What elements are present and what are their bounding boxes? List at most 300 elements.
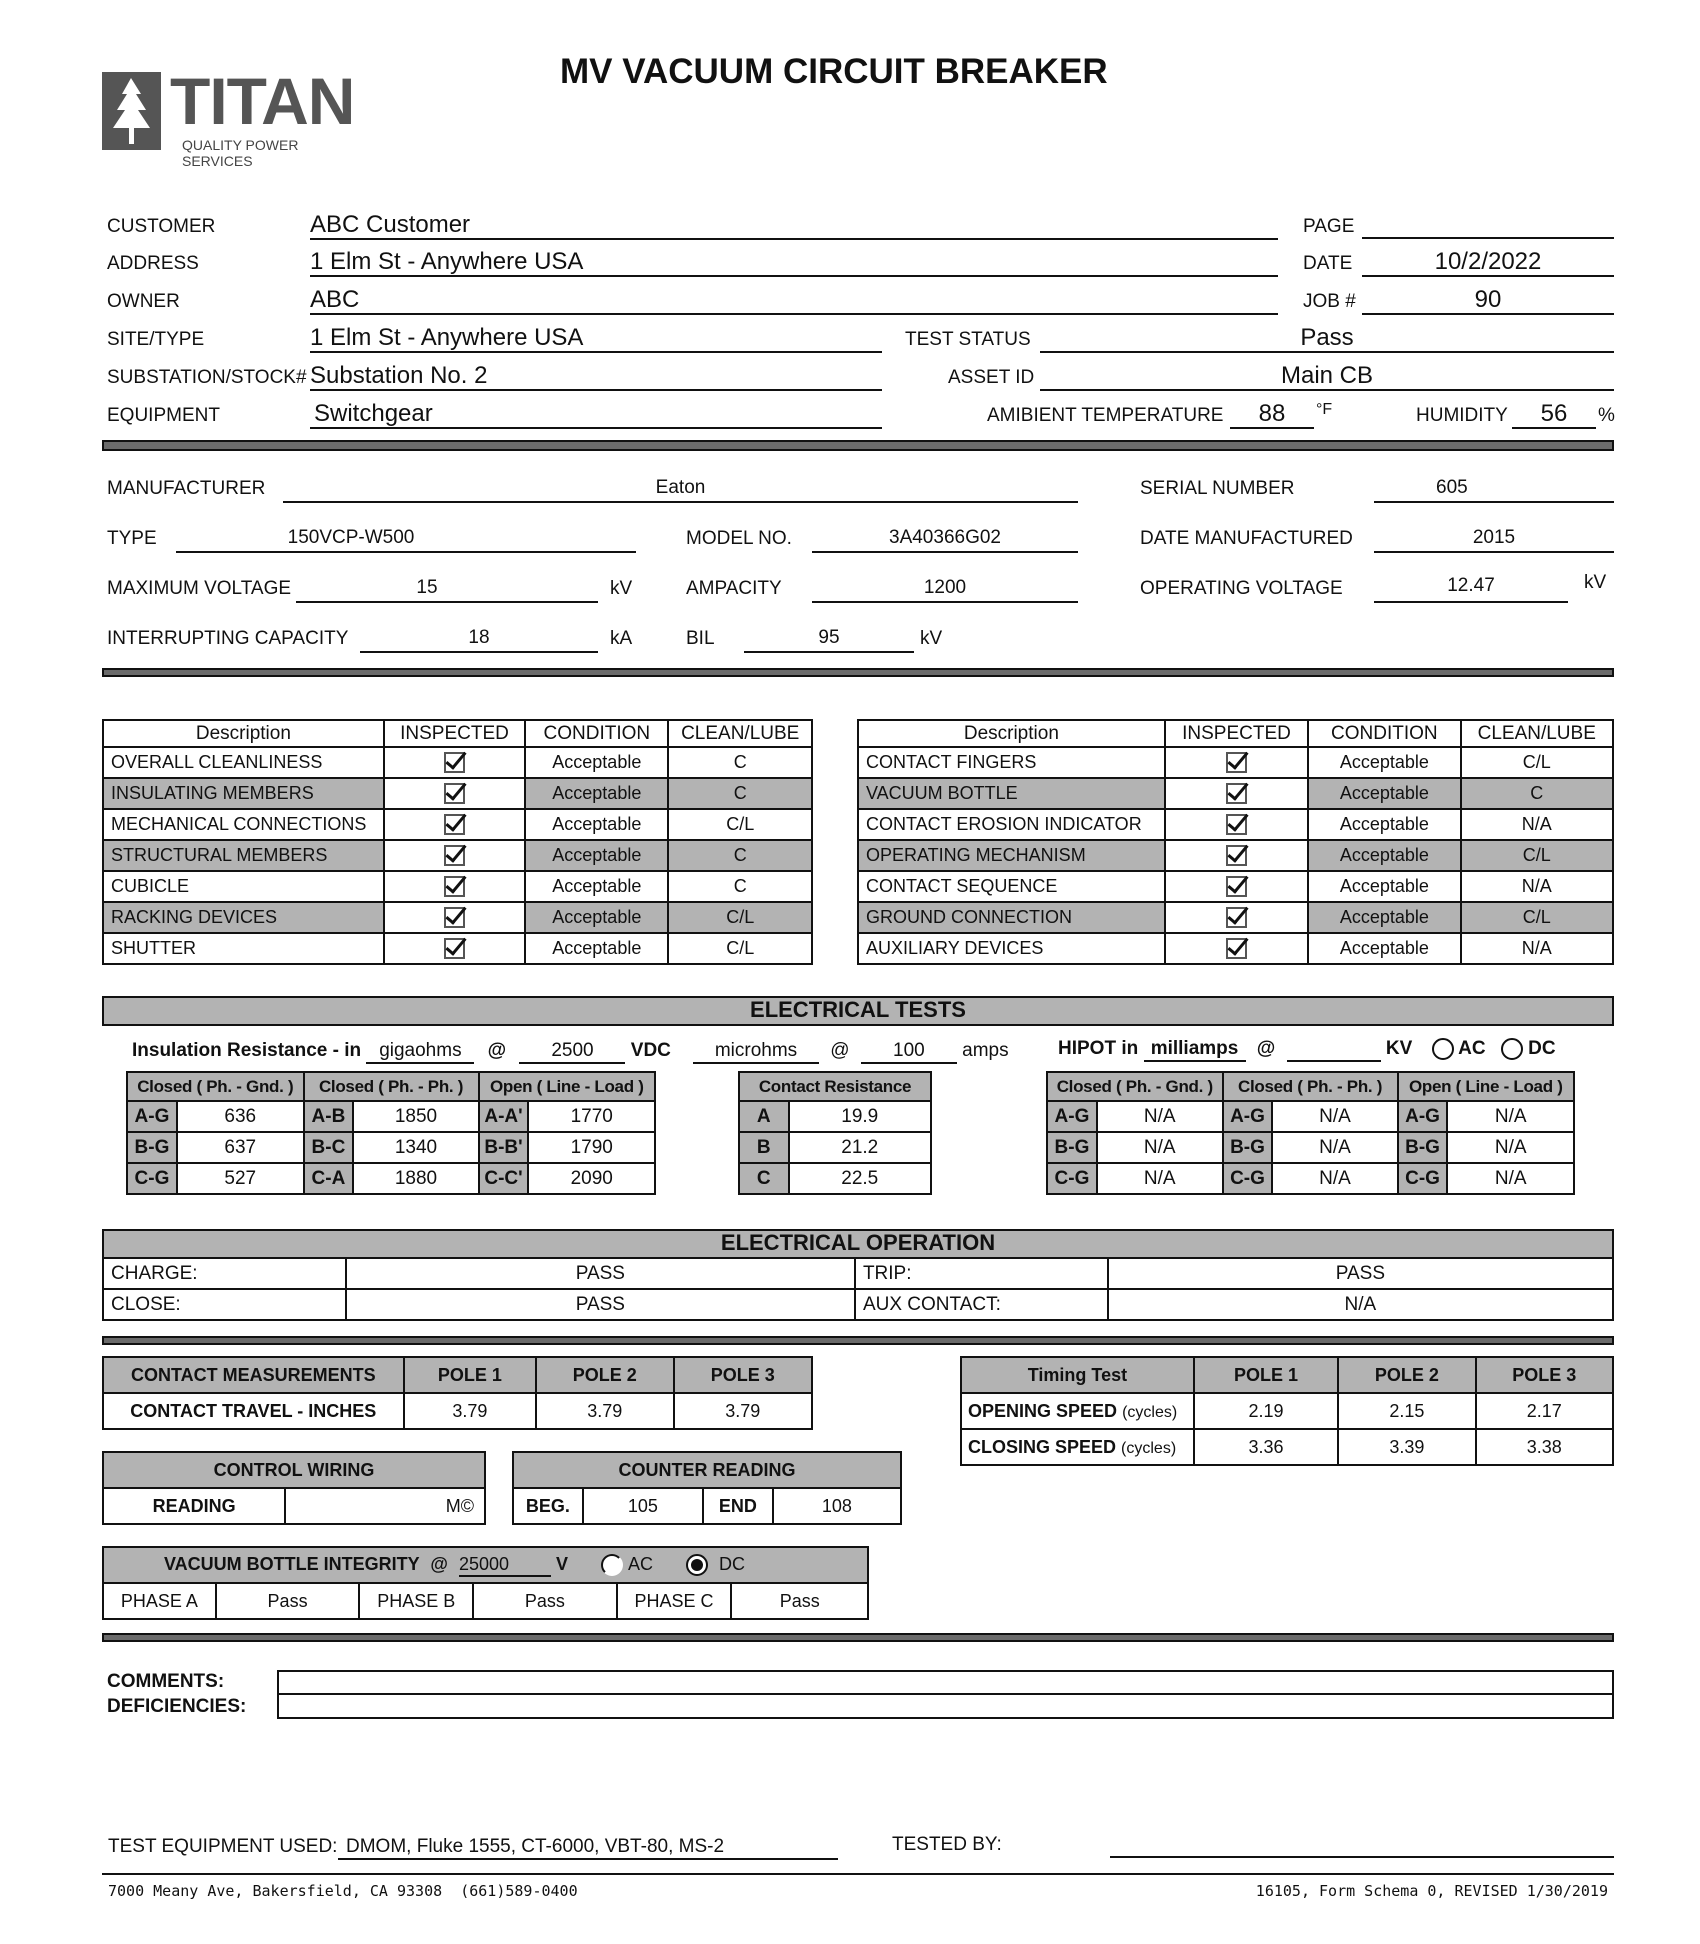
closing-speed-unit: (cycles) — [1121, 1439, 1177, 1457]
phase-label: A-G — [1047, 1101, 1097, 1132]
phase-b-label: PHASE B — [359, 1583, 473, 1619]
model-label: MODEL NO. — [686, 528, 792, 549]
section-divider — [102, 668, 1614, 677]
cr-at: @ — [830, 1040, 850, 1061]
col-clean-lube: CLEAN/LUBE — [1461, 720, 1614, 747]
vacuum-bottle-table — [102, 1546, 869, 1620]
measurement-value[interactable]: 2090 — [528, 1163, 655, 1194]
tested-by-field[interactable] — [1110, 1834, 1614, 1858]
hipot-dc-label: DC — [1528, 1038, 1556, 1060]
page-title: MV VACUUM CIRCUIT BREAKER — [560, 52, 1108, 91]
inspected-checkbox[interactable] — [1226, 938, 1247, 959]
substation-label: SUBSTATION/STOCK# — [107, 367, 307, 388]
address-label: ADDRESS — [107, 253, 199, 274]
inspection-row — [858, 871, 1613, 902]
logo-brand: TITAN — [170, 64, 355, 138]
hipot-kv[interactable] — [1287, 1040, 1381, 1062]
inspected-checkbox[interactable] — [1226, 876, 1247, 897]
max-voltage-label: MAXIMUM VOLTAGE — [107, 578, 292, 599]
phase-label: A-G — [127, 1101, 177, 1132]
clean-lube-value[interactable]: C/L — [668, 809, 812, 840]
inspected-cell — [1165, 902, 1308, 933]
reading-unit[interactable]: M© — [285, 1488, 485, 1524]
inspection-row — [858, 840, 1613, 871]
opening-speed-pole3[interactable]: 2.17 — [1476, 1393, 1613, 1429]
operating-voltage-label: OPERATING VOLTAGE — [1140, 578, 1343, 599]
section-divider — [102, 440, 1614, 451]
cr-col-header: Contact Resistance — [739, 1072, 931, 1101]
closing-speed-label: CLOSING SPEED — [968, 1436, 1117, 1457]
table-row — [739, 1132, 931, 1163]
table-row — [1047, 1163, 1574, 1194]
inspection-row — [103, 747, 812, 778]
close-label: CLOSE: — [103, 1289, 346, 1320]
clean-lube-value[interactable]: C/L — [668, 933, 812, 964]
condition-value[interactable]: Acceptable — [1308, 840, 1460, 871]
phase-label: B-C — [304, 1132, 354, 1163]
inspected-checkbox[interactable] — [444, 783, 465, 804]
measurement-value[interactable]: 636 — [177, 1101, 304, 1132]
ir-unit[interactable]: gigaohms — [366, 1040, 474, 1064]
phase-label: A — [739, 1101, 789, 1132]
section-divider — [102, 1336, 1614, 1345]
clean-lube-value[interactable]: C — [1461, 778, 1614, 809]
site-label: SITE/TYPE — [107, 329, 205, 350]
inspection-item: MECHANICAL CONNECTIONS — [103, 809, 384, 840]
clean-lube-value[interactable]: C/L — [668, 902, 812, 933]
condition-value[interactable]: Acceptable — [525, 778, 668, 809]
inspection-row — [103, 902, 812, 933]
phase-label: A-B — [304, 1101, 354, 1132]
interrupting-capacity-field[interactable]: 18 — [360, 627, 598, 653]
ir-col-line-load: Open ( Line - Load ) — [479, 1072, 655, 1101]
clean-lube-value[interactable]: C — [668, 778, 812, 809]
cm-col-title: CONTACT MEASUREMENTS — [103, 1357, 404, 1393]
control-wiring-header: CONTROL WIRING — [103, 1452, 485, 1488]
condition-value[interactable]: Acceptable — [525, 871, 668, 902]
inspection-item: AUXILIARY DEVICES — [858, 933, 1165, 964]
aux-contact-value[interactable]: N/A — [1108, 1289, 1613, 1320]
inspection-table-right — [857, 719, 1614, 965]
max-voltage-field[interactable]: 15 — [296, 577, 598, 603]
table-row — [1047, 1101, 1574, 1132]
hipot-label: HIPOT in — [1058, 1038, 1139, 1060]
footer-rule — [102, 1873, 1614, 1875]
inspection-item: SHUTTER — [103, 933, 384, 964]
inspected-checkbox[interactable] — [444, 876, 465, 897]
inspected-checkbox[interactable] — [444, 938, 465, 959]
vacuum-ac-radio[interactable] — [601, 1554, 623, 1576]
vacuum-dc-label: DC — [719, 1553, 746, 1574]
asset-id-label: ASSET ID — [948, 367, 1035, 388]
owner-field[interactable]: ABC — [310, 287, 1278, 315]
cm-col-pole1: POLE 1 — [404, 1357, 536, 1393]
phase-label: B-G — [127, 1132, 177, 1163]
date-field[interactable]: 10/2/2022 — [1362, 249, 1614, 277]
phase-label: B-G — [1398, 1132, 1448, 1163]
electrical-operation-header: ELECTRICAL OPERATION — [102, 1229, 1614, 1259]
measurement-value[interactable]: 22.5 — [789, 1163, 932, 1194]
tree-icon — [102, 72, 161, 150]
bil-label: BIL — [686, 628, 715, 649]
charge-value[interactable]: PASS — [346, 1258, 855, 1289]
clean-lube-value[interactable]: N/A — [1461, 871, 1614, 902]
counter-end-label: END — [703, 1488, 773, 1524]
table-row — [127, 1101, 655, 1132]
phase-a-label: PHASE A — [103, 1583, 216, 1619]
inspection-item: OVERALL CLEANLINESS — [103, 747, 384, 778]
condition-value[interactable]: Acceptable — [1308, 902, 1460, 933]
closing-speed-cell — [961, 1429, 1194, 1465]
inspection-item: STRUCTURAL MEMBERS — [103, 840, 384, 871]
table-row — [127, 1132, 655, 1163]
serial-number-label: SERIAL NUMBER — [1140, 478, 1295, 499]
inspection-row — [103, 809, 812, 840]
condition-value[interactable]: Acceptable — [1308, 747, 1460, 778]
timing-col-title: Timing Test — [961, 1357, 1194, 1393]
hp-col-ph-gnd: Closed ( Ph. - Gnd. ) — [1047, 1072, 1223, 1101]
measurement-value[interactable]: N/A — [1447, 1132, 1574, 1163]
inspected-checkbox[interactable] — [1226, 907, 1247, 928]
inspection-row — [103, 840, 812, 871]
closing-speed-pole2[interactable]: 3.39 — [1338, 1429, 1475, 1465]
inspected-cell — [384, 840, 525, 871]
control-wiring-table — [102, 1451, 486, 1525]
bil-field[interactable]: 95 — [744, 627, 914, 653]
phase-label: C-A — [304, 1163, 354, 1194]
measurement-value[interactable]: N/A — [1447, 1163, 1574, 1194]
measurement-value[interactable]: N/A — [1272, 1163, 1397, 1194]
condition-value[interactable]: Acceptable — [1308, 871, 1460, 902]
inspection-table-left — [102, 719, 813, 965]
phase-label: C-G — [1223, 1163, 1273, 1194]
temperature-label: AMIBIENT TEMPERATURE — [987, 405, 1224, 426]
test-status-label: TEST STATUS — [905, 329, 1031, 350]
owner-label: OWNER — [107, 291, 180, 312]
humidity-label: HUMIDITY — [1416, 405, 1508, 426]
hipot-unit[interactable]: milliamps — [1144, 1038, 1246, 1062]
type-label: TYPE — [107, 528, 157, 549]
trip-value[interactable]: PASS — [1108, 1258, 1613, 1289]
inspection-item: CONTACT EROSION INDICATOR — [858, 809, 1165, 840]
phase-label: B-G — [1223, 1132, 1273, 1163]
company-logo — [102, 64, 362, 169]
condition-value[interactable]: Acceptable — [525, 933, 668, 964]
phase-b-value[interactable]: Pass — [473, 1583, 616, 1619]
timing-col-pole3: POLE 3 — [1476, 1357, 1613, 1393]
test-equipment-field[interactable]: DMOM, Fluke 1555, CT-6000, VBT-80, MS-2 — [338, 1836, 838, 1860]
interrupting-capacity-label: INTERRUPTING CAPACITY — [107, 628, 349, 649]
measurement-value[interactable]: 1340 — [353, 1132, 478, 1163]
logo-tagline: QUALITY POWER SERVICES — [182, 137, 299, 169]
closing-speed-pole3[interactable]: 3.38 — [1476, 1429, 1613, 1465]
ir-label: Insulation Resistance - in — [132, 1040, 362, 1061]
clean-lube-value[interactable]: C/L — [1461, 840, 1614, 871]
phase-a-value[interactable]: Pass — [216, 1583, 359, 1619]
test-equipment-label: TEST EQUIPMENT USED: — [108, 1836, 338, 1857]
hipot-ac-label: AC — [1458, 1038, 1486, 1060]
humidity-unit: % — [1598, 405, 1615, 426]
phase-label: C — [739, 1163, 789, 1194]
inspected-checkbox[interactable] — [1226, 752, 1247, 773]
cr-unit[interactable]: microhms — [693, 1040, 819, 1064]
inspected-cell — [1165, 809, 1308, 840]
phase-label: C-G — [1047, 1163, 1097, 1194]
vacuum-ac-label: AC — [628, 1553, 654, 1574]
test-status-field[interactable]: Pass — [1040, 325, 1614, 353]
section-divider — [102, 1633, 1614, 1642]
vacuum-bottle-header — [103, 1547, 868, 1583]
inspection-item: RACKING DEVICES — [103, 902, 384, 933]
inspected-checkbox[interactable] — [444, 814, 465, 835]
col-clean-lube: CLEAN/LUBE — [668, 720, 812, 747]
cm-col-pole2: POLE 2 — [536, 1357, 673, 1393]
ampacity-label: AMPACITY — [686, 578, 782, 599]
humidity-field[interactable]: 56 — [1512, 401, 1596, 429]
comments-field[interactable] — [277, 1670, 1614, 1695]
inspection-row — [103, 778, 812, 809]
reading-label: READING — [103, 1488, 285, 1524]
contact-travel-pole1[interactable]: 3.79 — [404, 1393, 536, 1429]
hipot-at: @ — [1256, 1038, 1276, 1060]
serial-number-field[interactable]: 605 — [1374, 477, 1614, 503]
vacuum-voltage[interactable]: 25000 — [459, 1554, 551, 1577]
measurement-value[interactable]: 1770 — [528, 1101, 655, 1132]
phase-label: B-B' — [479, 1132, 529, 1163]
vacuum-dc-radio[interactable] — [686, 1554, 708, 1576]
hipot-dc-radio[interactable] — [1501, 1038, 1523, 1060]
inspection-row — [858, 933, 1613, 964]
inspected-cell — [1165, 778, 1308, 809]
phase-label: C-G — [1398, 1163, 1448, 1194]
inspection-item: CUBICLE — [103, 871, 384, 902]
phase-label: C-G — [127, 1163, 177, 1194]
measurement-value[interactable]: 1880 — [353, 1163, 478, 1194]
ampacity-field[interactable]: 1200 — [812, 577, 1078, 603]
measurement-value[interactable]: N/A — [1097, 1101, 1223, 1132]
date-manufactured-label: DATE MANUFACTURED — [1140, 528, 1353, 549]
inspected-checkbox[interactable] — [444, 907, 465, 928]
inspected-cell — [384, 778, 525, 809]
bil-unit: kV — [920, 628, 943, 649]
phase-label: A-G — [1398, 1101, 1448, 1132]
col-inspected: INSPECTED — [1165, 720, 1308, 747]
counter-reading-header: COUNTER READING — [513, 1452, 901, 1488]
ir-at: @ — [487, 1040, 507, 1061]
interrupting-capacity-unit: kA — [610, 628, 633, 649]
opening-speed-cell — [961, 1393, 1194, 1429]
hipot-table — [1046, 1071, 1575, 1195]
counter-reading-table — [512, 1451, 902, 1525]
inspection-row — [858, 747, 1613, 778]
inspection-item: OPERATING MECHANISM — [858, 840, 1165, 871]
deficiencies-label: DEFICIENCIES: — [107, 1696, 247, 1717]
timing-test-table — [960, 1356, 1614, 1466]
site-field[interactable]: 1 Elm St - Anywhere USA — [310, 325, 882, 353]
cm-col-pole3: POLE 3 — [674, 1357, 812, 1393]
timing-col-pole1: POLE 1 — [1194, 1357, 1338, 1393]
hipot-ac-radio[interactable] — [1432, 1038, 1454, 1060]
clean-lube-value[interactable]: N/A — [1461, 809, 1614, 840]
close-value[interactable]: PASS — [346, 1289, 855, 1320]
condition-value[interactable]: Acceptable — [1308, 933, 1460, 964]
condition-value[interactable]: Acceptable — [1308, 809, 1460, 840]
ir-col-ph-ph: Closed ( Ph. - Ph. ) — [304, 1072, 479, 1101]
footer-form-id: 16105, Form Schema 0, REVISED 1/30/2019 — [1255, 1882, 1608, 1900]
contact-measurements-table — [102, 1356, 813, 1430]
vacuum-at: @ — [430, 1553, 448, 1574]
hipot-kv-unit: KV — [1385, 1038, 1413, 1060]
contact-resistance-table — [738, 1071, 932, 1195]
phase-label: C-C' — [479, 1163, 529, 1194]
measurement-value[interactable]: 19.9 — [789, 1101, 932, 1132]
date-manufactured-field[interactable]: 2015 — [1374, 527, 1614, 553]
cr-amps[interactable]: 100 — [861, 1040, 957, 1064]
col-inspected: INSPECTED — [384, 720, 525, 747]
clean-lube-value[interactable]: N/A — [1461, 933, 1614, 964]
measurement-value[interactable]: N/A — [1097, 1132, 1223, 1163]
condition-value[interactable]: Acceptable — [525, 840, 668, 871]
equipment-field[interactable]: Switchgear — [310, 401, 882, 429]
vacuum-voltage-unit: V — [555, 1553, 568, 1574]
date-label: DATE — [1303, 253, 1353, 274]
cr-amps-unit: amps — [962, 1040, 1009, 1061]
col-description: Description — [103, 720, 384, 747]
hp-col-line-load: Open ( Line - Load ) — [1398, 1072, 1574, 1101]
inspected-checkbox[interactable] — [444, 752, 465, 773]
clean-lube-value[interactable]: C — [668, 747, 812, 778]
inspection-item: GROUND CONNECTION — [858, 902, 1165, 933]
deficiencies-field[interactable] — [277, 1693, 1614, 1719]
inspected-cell — [384, 871, 525, 902]
phase-label: B-G — [1047, 1132, 1097, 1163]
manufacturer-label: MANUFACTURER — [107, 478, 266, 499]
inspection-row — [858, 778, 1613, 809]
measurement-value[interactable]: 527 — [177, 1163, 304, 1194]
electrical-operation-table — [102, 1257, 1614, 1321]
opening-speed-pole1[interactable]: 2.19 — [1194, 1393, 1338, 1429]
table-row — [739, 1101, 931, 1132]
asset-id-field[interactable]: Main CB — [1040, 363, 1614, 391]
measurement-value[interactable]: N/A — [1447, 1101, 1574, 1132]
operating-voltage-unit: kV — [1584, 572, 1607, 593]
phase-label: A-G — [1223, 1101, 1273, 1132]
page-field[interactable] — [1362, 212, 1614, 239]
substation-field[interactable]: Substation No. 2 — [310, 363, 882, 391]
insulation-resistance-table — [126, 1071, 656, 1195]
contact-travel-pole2[interactable]: 3.79 — [536, 1393, 673, 1429]
job-label: JOB # — [1303, 291, 1356, 312]
model-field[interactable]: 3A40366G02 — [812, 527, 1078, 553]
job-field[interactable]: 90 — [1362, 287, 1614, 315]
measurement-value[interactable]: 1790 — [528, 1132, 655, 1163]
opening-speed-unit: (cycles) — [1122, 1403, 1178, 1421]
equipment-label: EQUIPMENT — [107, 405, 220, 426]
inspected-checkbox[interactable] — [1226, 783, 1247, 804]
inspected-cell — [1165, 871, 1308, 902]
closing-speed-pole1[interactable]: 3.36 — [1194, 1429, 1338, 1465]
charge-label: CHARGE: — [103, 1258, 346, 1289]
inspected-checkbox[interactable] — [1226, 814, 1247, 835]
condition-value[interactable]: Acceptable — [525, 809, 668, 840]
operating-voltage-field[interactable]: 12.47 — [1374, 575, 1568, 603]
inspected-cell — [384, 933, 525, 964]
condition-value[interactable]: Acceptable — [1308, 778, 1460, 809]
table-row — [127, 1163, 655, 1194]
address-field[interactable]: 1 Elm St - Anywhere USA — [310, 249, 1278, 277]
inspected-cell — [384, 809, 525, 840]
tested-by-label: TESTED BY: — [892, 1834, 1002, 1855]
phase-label: B — [739, 1132, 789, 1163]
inspection-row — [858, 809, 1613, 840]
phase-label: A-A' — [479, 1101, 529, 1132]
trip-label: TRIP: — [855, 1258, 1108, 1289]
measurement-value[interactable]: N/A — [1097, 1163, 1223, 1194]
col-condition: CONDITION — [1308, 720, 1460, 747]
measurement-value[interactable]: 21.2 — [789, 1132, 932, 1163]
opening-speed-label: OPENING SPEED — [968, 1400, 1118, 1421]
inspected-cell — [1165, 840, 1308, 871]
measurement-value[interactable]: N/A — [1272, 1101, 1397, 1132]
counter-end-value[interactable]: 108 — [773, 1488, 901, 1524]
condition-value[interactable]: Acceptable — [525, 747, 668, 778]
phase-c-value[interactable]: Pass — [731, 1583, 868, 1619]
hp-col-ph-ph: Closed ( Ph. - Ph. ) — [1223, 1072, 1398, 1101]
table-row — [739, 1163, 931, 1194]
contact-travel-pole3[interactable]: 3.79 — [674, 1393, 812, 1429]
clean-lube-value[interactable]: C/L — [1461, 902, 1614, 933]
inspection-row — [103, 933, 812, 964]
electrical-tests-header: ELECTRICAL TESTS — [102, 996, 1614, 1026]
clean-lube-value[interactable]: C/L — [1461, 747, 1614, 778]
inspected-checkbox[interactable] — [444, 845, 465, 866]
manufacturer-field[interactable]: Eaton — [283, 477, 1078, 503]
aux-contact-label: AUX CONTACT: — [855, 1289, 1108, 1320]
page-label: PAGE — [1303, 216, 1355, 237]
col-condition: CONDITION — [525, 720, 668, 747]
temperature-unit: °F — [1316, 401, 1333, 418]
measurement-value[interactable]: 1850 — [353, 1101, 478, 1132]
ir-col-ph-gnd: Closed ( Ph. - Gnd. ) — [127, 1072, 304, 1101]
ir-voltage-unit: VDC — [630, 1040, 671, 1061]
clean-lube-value[interactable]: C — [668, 840, 812, 871]
measurement-value[interactable]: 637 — [177, 1132, 304, 1163]
condition-value[interactable]: Acceptable — [525, 902, 668, 933]
ir-voltage[interactable]: 2500 — [519, 1040, 625, 1064]
phase-c-label: PHASE C — [617, 1583, 732, 1619]
footer-address: 7000 Meany Ave, Bakersfield, CA 93308 (661)589-0400 — [108, 1882, 578, 1900]
inspection-item: VACUUM BOTTLE — [858, 778, 1165, 809]
inspection-item: INSULATING MEMBERS — [103, 778, 384, 809]
inspection-item: CONTACT FINGERS — [858, 747, 1165, 778]
contact-travel-label: CONTACT TRAVEL - INCHES — [103, 1393, 404, 1429]
inspected-checkbox[interactable] — [1226, 845, 1247, 866]
measurement-value[interactable]: N/A — [1272, 1132, 1397, 1163]
temperature-field[interactable]: 88 — [1230, 401, 1314, 429]
inspection-row — [103, 871, 812, 902]
contact-resistance-line — [693, 1040, 1009, 1064]
comments-label: COMMENTS: — [107, 1671, 225, 1692]
type-field[interactable]: 150VCP-W500 — [176, 527, 636, 553]
counter-beg-value[interactable]: 105 — [583, 1488, 703, 1524]
opening-speed-pole2[interactable]: 2.15 — [1338, 1393, 1475, 1429]
clean-lube-value[interactable]: C — [668, 871, 812, 902]
vacuum-bottle-title: VACUUM BOTTLE INTEGRITY — [164, 1553, 420, 1574]
customer-field[interactable]: ABC Customer — [310, 212, 1278, 240]
col-description: Description — [858, 720, 1165, 747]
inspected-cell — [384, 747, 525, 778]
max-voltage-unit: kV — [610, 578, 633, 599]
